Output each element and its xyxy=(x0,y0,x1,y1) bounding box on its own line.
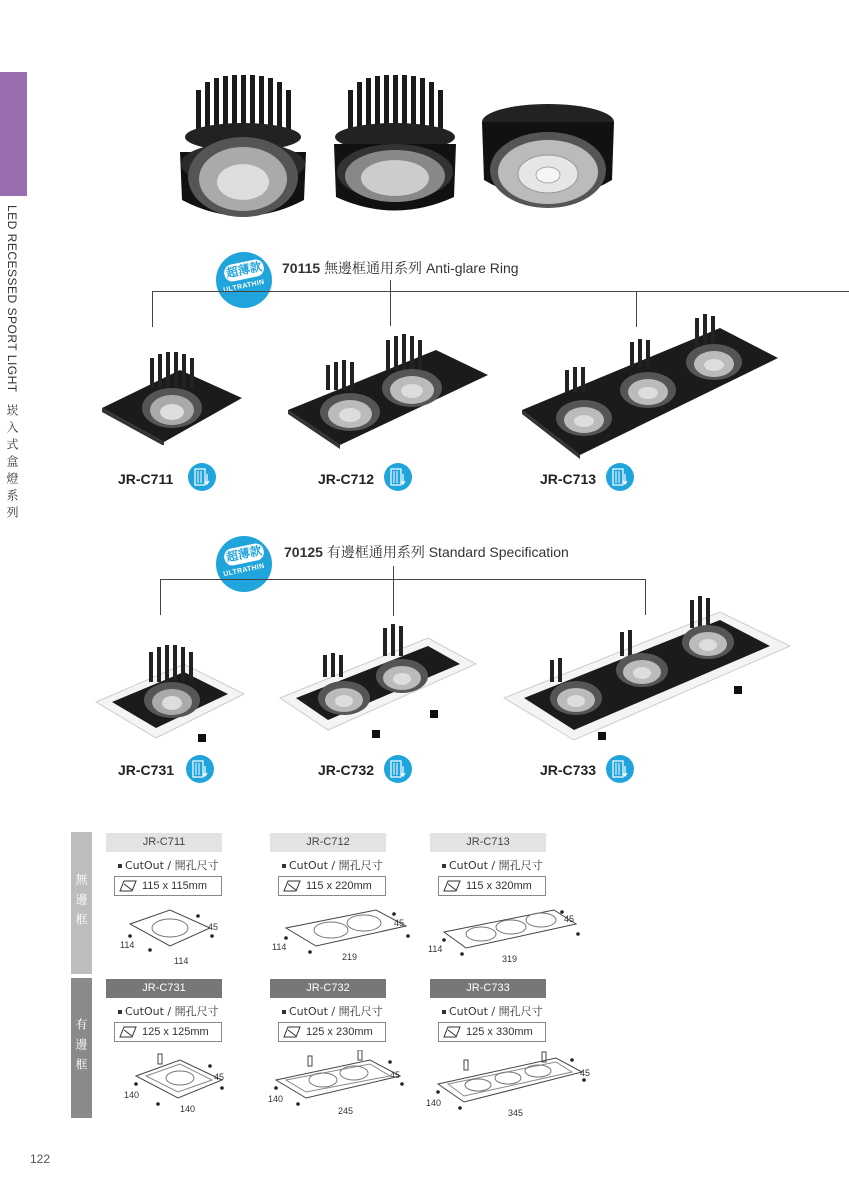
dim-depth: 140 xyxy=(426,1098,442,1108)
dim-depth: 140 xyxy=(268,1094,284,1104)
bracket-drop xyxy=(390,280,391,326)
cutout-label: CutOut / 開孔尺寸 xyxy=(106,1003,222,1019)
category-tab xyxy=(0,72,27,196)
dim-width: 319 xyxy=(502,954,518,964)
dim-height: 45 xyxy=(208,922,219,932)
adjust-angle-icon xyxy=(188,463,216,491)
dim-height: 45 xyxy=(394,918,405,928)
cutout-label: CutOut / 開孔尺寸 xyxy=(270,857,386,873)
adjust-angle-icon xyxy=(606,755,634,783)
model-label-jr-c712: JR-C712 xyxy=(318,471,375,487)
cutout-label: CutOut / 開孔尺寸 xyxy=(270,1003,386,1019)
spec-card-jr-c733 xyxy=(430,979,546,1042)
spec-model: JR-C731 xyxy=(106,979,222,998)
cutout-label: CutOut / 開孔尺寸 xyxy=(430,857,546,873)
cutout-icon xyxy=(283,1026,301,1038)
model-label-jr-c733: JR-C733 xyxy=(540,762,597,778)
dimension-drawing-jr-c711 xyxy=(120,906,220,962)
spec-model: JR-C711 xyxy=(106,833,222,852)
spec-model: JR-C733 xyxy=(430,979,546,998)
category-zh: 崁入式盒燈系列 xyxy=(5,404,19,524)
dimension-drawing-jr-c732 xyxy=(268,1050,408,1112)
series-code: 70115 xyxy=(282,260,321,276)
badge-zh: 超薄款 xyxy=(223,258,266,283)
adjust-angle-icon xyxy=(606,463,634,491)
badge-en: ULTRATHIN xyxy=(222,278,266,295)
dim-height: 45 xyxy=(390,1070,401,1080)
product-image-jr-c733 xyxy=(502,590,792,750)
cutout-label: CutOut / 開孔尺寸 xyxy=(430,1003,546,1019)
cutout-icon xyxy=(119,880,137,892)
dim-depth: 114 xyxy=(120,940,135,950)
dim-depth: 114 xyxy=(428,944,443,954)
cutout-icon xyxy=(283,880,301,892)
adjust-angle-icon xyxy=(186,755,214,783)
cutout-label: CutOut / 開孔尺寸 xyxy=(106,857,222,873)
dim-height: 45 xyxy=(580,1068,591,1078)
spec-card-jr-c712 xyxy=(270,833,386,896)
spec-card-jr-c713 xyxy=(430,833,546,896)
cutout-size: 115 x 115mm xyxy=(114,876,222,896)
dim-height: 45 xyxy=(564,914,575,924)
series-code: 70125 xyxy=(284,544,323,560)
product-image-jr-c731 xyxy=(94,642,246,747)
bracket-drop xyxy=(152,291,153,327)
product-image-jr-c711 xyxy=(100,350,245,445)
product-image-jr-c732 xyxy=(278,620,478,745)
dim-width: 245 xyxy=(338,1106,354,1116)
product-image-jr-c713 xyxy=(520,310,782,460)
product-image-jr-c712 xyxy=(286,330,491,450)
series-name: 無邊框通用系列 Anti-glare Ring xyxy=(324,260,519,276)
hero-downlight-1 xyxy=(176,72,311,232)
series-title xyxy=(284,542,569,562)
model-label-jr-c732: JR-C732 xyxy=(318,762,375,778)
cutout-size: 125 x 330mm xyxy=(438,1022,546,1042)
cutout-size: 125 x 125mm xyxy=(114,1022,222,1042)
spec-model: JR-C732 xyxy=(270,979,386,998)
page-number: 122 xyxy=(30,1152,51,1166)
series-bracket xyxy=(152,291,849,292)
dimension-drawing-jr-c733 xyxy=(430,1050,590,1116)
model-label-jr-c731: JR-C731 xyxy=(118,762,175,778)
cutout-size: 115 x 220mm xyxy=(278,876,386,896)
section-label-frameless: 無邊框 xyxy=(71,832,92,974)
ultrathin-badge xyxy=(216,252,272,308)
adjust-angle-icon xyxy=(384,755,412,783)
spec-card-jr-c731 xyxy=(106,979,222,1042)
cutout-size: 115 x 320mm xyxy=(438,876,546,896)
series-bracket xyxy=(160,579,646,580)
adjust-angle-icon xyxy=(384,463,412,491)
hero-downlight-3 xyxy=(478,100,618,220)
dim-width: 140 xyxy=(180,1104,196,1114)
cutout-icon xyxy=(119,1026,137,1038)
model-label-jr-c713: JR-C713 xyxy=(540,471,597,487)
category-en: LED RECESSED SPORT LIGHT xyxy=(5,205,19,393)
cutout-icon xyxy=(443,1026,461,1038)
series-name: 有邊框通用系列 Standard Specification xyxy=(326,544,569,560)
dim-width: 219 xyxy=(342,952,358,962)
dim-width: 114 xyxy=(174,956,189,966)
cutout-size: 125 x 230mm xyxy=(278,1022,386,1042)
badge-en: ULTRATHIN xyxy=(222,562,266,579)
dim-height: 45 xyxy=(214,1072,225,1082)
spec-card-jr-c732 xyxy=(270,979,386,1042)
dim-depth: 114 xyxy=(272,942,287,952)
model-label-jr-c711: JR-C711 xyxy=(118,471,174,487)
dim-depth: 140 xyxy=(124,1090,140,1100)
category-label xyxy=(4,205,21,523)
spec-card-jr-c711 xyxy=(106,833,222,896)
ultrathin-badge xyxy=(216,536,272,592)
bracket-drop xyxy=(393,566,394,616)
dimension-drawing-jr-c731 xyxy=(128,1050,228,1112)
dim-width: 345 xyxy=(508,1108,524,1118)
cutout-icon xyxy=(443,880,461,892)
series-title xyxy=(282,258,519,278)
section-label-framed: 有邊框 xyxy=(71,978,92,1118)
spec-model: JR-C712 xyxy=(270,833,386,852)
badge-zh: 超薄款 xyxy=(223,542,266,567)
spec-model: JR-C713 xyxy=(430,833,546,852)
bracket-drop xyxy=(160,579,161,615)
hero-downlight-2 xyxy=(328,72,463,222)
